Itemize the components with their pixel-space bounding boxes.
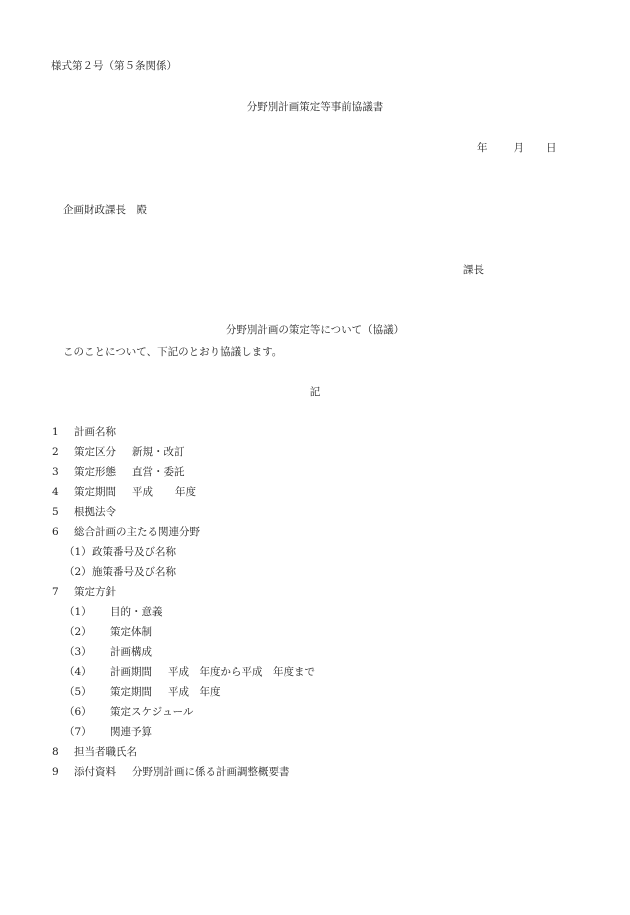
item-label: 添付資料 (74, 766, 116, 778)
sub-item-label: 関連予算 (110, 726, 152, 738)
item-value-2: 年度 (175, 486, 196, 498)
date-line (477, 143, 557, 154)
sub-item-label: 目的・意義 (110, 606, 163, 618)
item-label-with-value (74, 767, 290, 778)
item-number: 4 (52, 486, 59, 498)
sub-item-value: 平成 年度から平成 年度まで (168, 666, 315, 678)
sub-item-label: 計画構成 (110, 646, 152, 658)
sub-item-number: （1） (64, 546, 92, 558)
item-label-with-value (74, 467, 185, 478)
sub-item-value: 平成 年度 (168, 686, 221, 698)
item-number: 8 (52, 746, 59, 758)
item-label: 策定形態 (74, 466, 116, 478)
item-number: 5 (52, 506, 59, 518)
sub-item-label: 政策番号及び名称 (92, 546, 176, 558)
sub-item-number: （2） (64, 626, 92, 638)
item-number: 6 (52, 526, 59, 538)
item-label: 総合計画の主たる関連分野 (74, 526, 200, 538)
sender: 課長 (463, 264, 484, 276)
sub-item-label: 計画期間 (110, 666, 152, 678)
sub-item-label: 策定体制 (110, 626, 152, 638)
sub-item-number: （3） (64, 646, 92, 658)
item-label: 策定期間 (74, 486, 116, 498)
date-year: 年 (477, 142, 488, 154)
sub-item-label: 策定期間 (110, 686, 152, 698)
sub-item-number: （7） (64, 726, 92, 738)
item-label: 策定方針 (74, 586, 116, 598)
item-label: 担当者職氏名 (74, 746, 137, 758)
sub-item-label: 施策番号及び名称 (92, 566, 176, 578)
subject: 分野別計画の策定等について（協議） (225, 324, 405, 336)
sub-item-number: （4） (64, 666, 92, 678)
sub-item-number: （2） (64, 566, 92, 578)
sub-item-number: （1） (64, 606, 92, 618)
item-value: 直営・委託 (132, 466, 185, 478)
addressee: 企画財政課長 殿 (63, 204, 147, 216)
sub-item-number: （6） (64, 706, 92, 718)
sub-item-label: 策定スケジュール (110, 706, 194, 718)
date-day: 日 (546, 142, 557, 154)
item-label: 根拠法令 (74, 506, 116, 518)
sub-item-label-with-value (110, 687, 221, 698)
document-title: 分野別計画策定等事前協議書 (246, 101, 384, 113)
intro-text: このことについて、下記のとおり協議します。 (63, 346, 283, 358)
item-number: 2 (52, 446, 59, 458)
form-number: 様式第２号（第５条関係） (51, 60, 177, 72)
item-value: 新規・改訂 (132, 446, 185, 458)
item-value: 平成 (132, 486, 153, 498)
item-label: 策定区分 (74, 446, 116, 458)
item-number: 3 (52, 466, 59, 478)
item-label-with-value (74, 447, 185, 458)
date-month: 月 (513, 142, 524, 154)
item-label: 計画名称 (74, 426, 116, 438)
ki-heading: 記 (309, 386, 321, 398)
item-number: 1 (52, 426, 59, 438)
sub-item-label-with-value (110, 667, 315, 678)
item-value: 分野別計画に係る計画調整概要書 (132, 766, 290, 778)
sub-item-number: （5） (64, 686, 92, 698)
item-number: 9 (52, 766, 59, 778)
item-label-with-value (74, 487, 196, 498)
item-number: 7 (52, 586, 59, 598)
